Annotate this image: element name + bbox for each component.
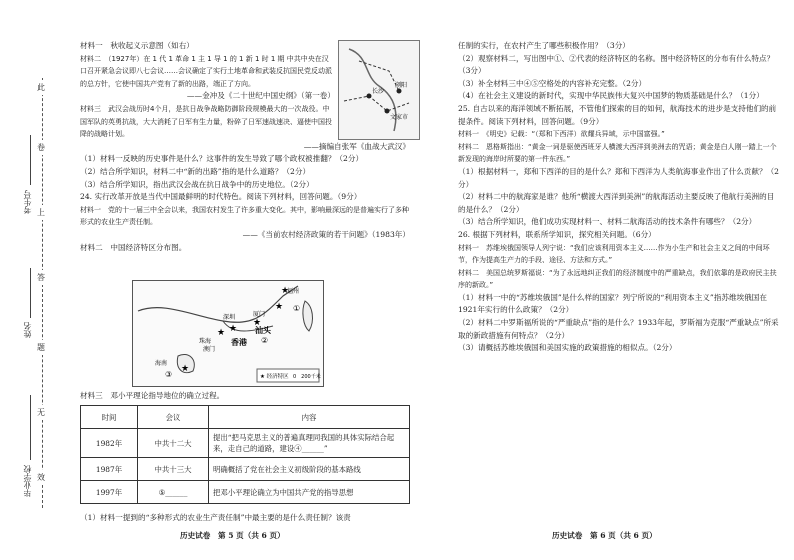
table-cell: 中共十三大	[138, 458, 209, 481]
seal-char: 效	[37, 470, 45, 485]
map2-circled-number: ③	[165, 370, 173, 379]
q25-material-1: 材料一 《明史》记载：“（郑和下西洋）欲耀兵异域，示中国富强。”	[458, 130, 665, 139]
binding-margin	[0, 0, 70, 560]
map2-label: 深圳	[223, 314, 236, 321]
map1-label: 浏阳	[395, 82, 408, 89]
sez-star-icon: ★	[253, 318, 262, 328]
name-label: 姓名	[23, 322, 32, 338]
map2-label: 海南	[155, 360, 168, 367]
q24-question-1-cont: 任制的实行，在农村产生了哪些积极作用？（3分）	[458, 41, 630, 50]
table-cell: 明确概括了党在社会主义初级阶段的基本路线	[209, 458, 410, 481]
q23-material-2-source: ——金冲及《二十世纪中国史纲》（第一卷）	[186, 91, 335, 101]
deng-theory-table	[80, 405, 410, 504]
map2-label: 澳门	[203, 346, 216, 353]
q23-material-1: 材料一 秋收起义示意图（如右）	[80, 41, 194, 50]
table-header-row	[81, 406, 410, 429]
seal-char: 上	[37, 205, 45, 220]
q26-question-2: （2）材料二中罗斯福所说的“严重缺点”指的是什么？1933年起，罗斯福为克服“严重缺点”所采取的新政措施有何特点？（2分）	[458, 318, 779, 340]
q24-material-2: 材料二 中国经济特区分布图。	[80, 242, 187, 252]
map1-city	[385, 109, 390, 114]
q24-stem: 24. 实行改革开放是当代中国最鲜明的时代特色。阅读下列材料，回答问题。（9分）	[80, 192, 362, 202]
map2-label: 珠海	[199, 338, 212, 345]
q23-question-3: （3）结合所学知识，指出武汉会战在抗日战争中的历史地位。（2分）	[80, 179, 314, 189]
table-cell: 1982年	[81, 429, 138, 458]
table-header: 时间	[81, 406, 138, 429]
taiwan-island	[303, 301, 313, 331]
autumn-harvest-uprising-map	[338, 40, 420, 140]
page-6-column	[458, 40, 780, 355]
q24-question-1: （1）材料一提到的“多种形式的农业生产责任制”中最主要的是什么责任制？该责	[80, 513, 351, 522]
table-cell: 1997年	[81, 481, 138, 504]
table-row	[81, 458, 410, 481]
school-label: 毕业学校	[23, 465, 32, 497]
sez-star-icon: ★	[181, 364, 190, 374]
seal-char: 此	[37, 80, 45, 95]
special-economic-zones-map	[132, 280, 324, 387]
q23-question-2: （2）结合所学知识，材料二中“新的出路”指的是什么道路？（2分）	[80, 166, 311, 176]
table-cell: ⑤______	[138, 481, 209, 504]
q24-material-3: 材料三 邓小平理论指导地位的确立过程。	[80, 391, 225, 400]
table-cell: 中共十二大	[138, 429, 209, 458]
table-header: 会议	[138, 406, 209, 429]
map2-scale: 0 200千米	[293, 374, 321, 380]
table-row	[81, 481, 410, 504]
school-blank	[30, 395, 31, 460]
table-cell: 把邓小平理论确立为中国共产党的指导思想	[209, 481, 410, 504]
coastline	[138, 286, 301, 322]
page-footer-right: 历史试卷 第 6 页（共 6 页）	[552, 531, 657, 540]
q26-stem: 26. 根据下列材料，联系所学知识，探究相关问题。（6分）	[458, 229, 656, 239]
q25-stem: 25. 自古以来的海洋领域不断拓展，不管他们探索的目的如何，航海技术的进步是支持他们的前提条件。阅读下列材料，回答问题。（9分）	[458, 103, 777, 126]
q26-question-3: （3）请概括苏维埃俄国和美国实施的政策措施的相似点。（2分）	[458, 343, 677, 353]
q26-material-2: 材料二 美国总统罗斯福说：“为了永远地纠正我们的经济制度中的严重缺点，我们依靠的是政府民主扶序的新政。”	[458, 268, 777, 290]
map2-circled-number: ②	[261, 336, 269, 345]
map2-label: 福州	[287, 288, 300, 295]
q26-material-1: 材料一 苏维埃俄国领导人列宁说：“我们应该利用资本主义……作为小生产和社会主义之间的中间环节，作为提高生产力的手段、途径、方法和方式。”	[458, 243, 770, 265]
exam-number-blank	[30, 135, 31, 185]
q23-material-3: 材料三 武汉会战历时4个月，是抗日战争战略防御阶段规模最大的一次战役。中国军队的英勇抗战，大大消耗了日军有生力量，粉碎了日军速战速决、逼使中国投降的战略计划。	[80, 104, 332, 139]
table-cell: 提出“把马克思主义的普遍真理同我国的具体实际结合起来，走自己的道路，建设④______”	[209, 429, 410, 458]
q23-material-2: 材料二 （1927年）在 1 代 1 革命 1 主 1 导 1 的 1 新 1 时 1 期 中共中央在汉口召开紧急会议即八七会议……会议确定了实行土地革命和武装反抗国民党反动派的总方针，它使中国共产党有了新的出路，端正了方向。	[80, 54, 332, 88]
name-blank	[30, 268, 31, 318]
sez-star-icon: ★	[229, 324, 238, 334]
table-cell: 1987年	[81, 458, 138, 481]
map1-label: 长沙	[372, 88, 385, 95]
exam-number-label: 考生号	[23, 190, 32, 214]
seal-char: 卷	[37, 140, 45, 155]
map1-city	[367, 94, 372, 99]
seal-char: 答	[37, 270, 45, 285]
map2-label: 汕头	[255, 326, 271, 335]
q25-question-1: （1）根据材料一，郑和下西洋的目的是什么？郑和下西洋为人类航海事业作出了什么贡献？（2分）	[458, 166, 780, 189]
q23-material-3-source: ——摘编自张军《血战大武汉》	[303, 141, 410, 151]
q25-question-3: （3）结合所学知识，他们成功实现材料一、材料二航海活动的技术条件有哪些？（2分）	[458, 217, 757, 227]
q24-question-4: （4）在社会主义建设的新时代，实现中华民族伟大复兴中国梦的物质基础是什么？（1分）	[458, 91, 764, 101]
map2-label: 厦门	[253, 311, 266, 318]
map2-legend: ★ 经济特区	[260, 374, 289, 380]
q24-material-1-source: ——《当前农村经济政策的若干问题》（1983年）	[242, 229, 410, 239]
sez-star-icon: ★	[275, 302, 284, 312]
table-row	[81, 429, 410, 458]
page-footer-left: 历史试卷 第 5 页（共 6 页）	[180, 531, 285, 540]
map1-route	[344, 96, 409, 111]
sez-star-icon: ★	[281, 286, 290, 296]
map1-label: 文家市	[390, 114, 409, 121]
q24-question-3: （3）补全材料三中④⑤空格处的内容补充完整。（2分）	[458, 78, 647, 88]
sez-star-icon: ★	[217, 328, 226, 338]
q23-question-1: （1）材料一反映的历史事件是什么？这事件的发生导致了哪个政权被推翻？（2分）	[80, 154, 364, 164]
q24-material-1: 材料一 党的十一届三中全会以来，我国农村发生了许多重大变化。其中，影响最深远的是普遍实行了多种形式的农业生产责任制。	[80, 205, 409, 227]
seal-char: 题	[37, 340, 45, 355]
table-header: 内容	[209, 406, 410, 429]
seal-char: 无	[37, 405, 45, 420]
map2-circled-number: ①	[293, 304, 301, 313]
map2-label: 香港	[231, 338, 247, 347]
map1-city	[397, 89, 402, 94]
q25-material-2: 材料二 恩格斯指出：“黄金一词是驱使西班牙人横渡大西洋到美洲去的咒语；黄金是白人刚一踏上一个新发现的海岸时所要的第一件东西。”	[458, 142, 777, 164]
q26-question-1: （1）材料一中的“苏维埃俄国”是什么样的国家？列宁所说的“利用资本主义”指苏维埃俄国在1921年实行的什么政策？（2分）	[458, 292, 767, 315]
q24-question-2: （2）观察材料二，写出图中①、②代表的经济特区的名称。图中经济特区的分布有什么特点？（3分）	[458, 53, 775, 76]
q25-question-2: （2）材料二中的航海家是谁？他所“横渡大西洋到美洲”的航海活动主要反映了他航行美洲的目的是什么？（2分）	[458, 192, 775, 214]
